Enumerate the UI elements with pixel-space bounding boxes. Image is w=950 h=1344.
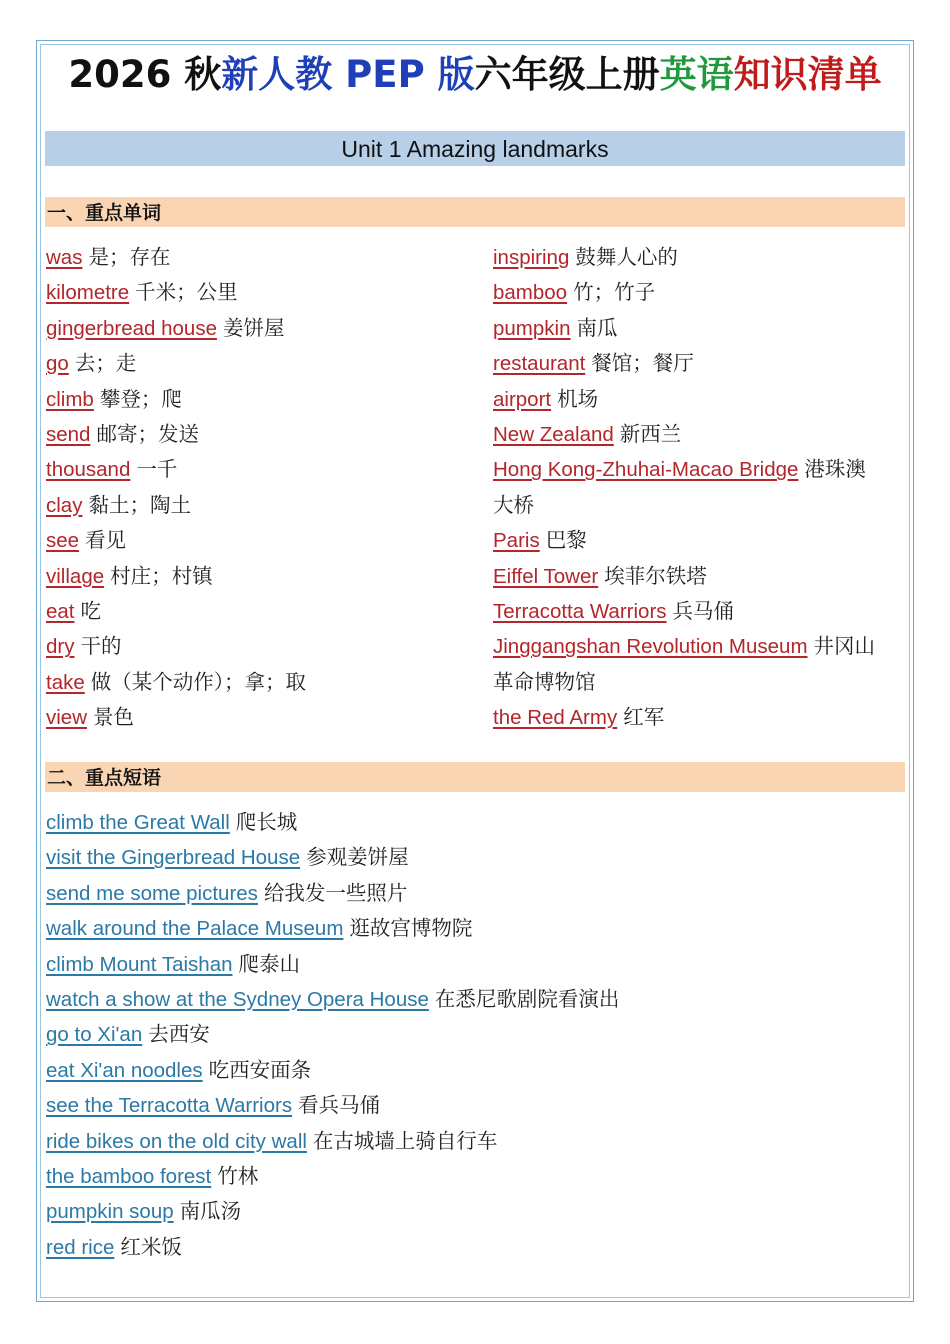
chinese-meaning: 邮寄；发送 [96, 422, 199, 446]
chinese-meaning: 黏土；陶土 [88, 492, 191, 517]
chinese-meaning: 红军 [623, 705, 665, 730]
chinese-meaning: 千米；公里 [135, 280, 238, 305]
phrase-item [46, 844, 409, 871]
english-term: climb [46, 387, 94, 411]
vocab-item [46, 527, 126, 554]
english-term: Jinggangshan Revolution Museum [493, 635, 808, 659]
chinese-meaning: 南瓜汤 [179, 1199, 242, 1224]
section-heading-words: 一、重点单词 [45, 197, 905, 227]
vocab-item [493, 456, 866, 483]
english-term: eat [46, 600, 75, 623]
english-term: clay [46, 493, 83, 517]
vocab-item [493, 598, 734, 625]
chinese-meaning: 爬泰山 [238, 951, 300, 976]
chinese-meaning: 兵马俑 [672, 599, 735, 623]
section-heading-phrases: 二、重点短语 [45, 762, 905, 792]
phrase-item [46, 1021, 210, 1048]
chinese-meaning: 巴黎 [545, 528, 587, 553]
vocab-item [46, 386, 182, 413]
english-term: go [46, 352, 69, 376]
english-term: was [46, 246, 83, 269]
chinese-meaning: 做（某个动作）；拿；取 [90, 669, 306, 694]
phrase-item [46, 1163, 258, 1190]
english-term: the Red Army [493, 706, 618, 730]
chinese-meaning: 看兵马俑 [298, 1093, 381, 1118]
title-part-4: 英语 [659, 53, 734, 96]
title-part-2: 新人教 PEP 版 [221, 53, 475, 96]
english-term: kilometre [46, 281, 130, 305]
phrase-item [46, 1234, 182, 1261]
english-term: gingerbread house [46, 316, 217, 340]
chinese-meaning: 竹；竹子 [573, 280, 656, 305]
vocab-item [493, 350, 694, 377]
chinese-meaning: 机场 [557, 386, 599, 411]
phrase-item [46, 1198, 241, 1225]
chinese-meaning: 红米饭 [120, 1234, 182, 1259]
english-term: send [46, 423, 91, 446]
vocab-item [46, 456, 177, 483]
english-term: go to Xi'an [46, 1023, 143, 1047]
english-term: inspiring [493, 246, 570, 269]
english-term: watch a show at the Sydney Opera House [46, 988, 429, 1011]
chinese-meaning: 去；走 [74, 351, 137, 376]
english-term: Paris [493, 529, 540, 553]
chinese-meaning: 去西安 [148, 1022, 210, 1047]
vocab-item [493, 633, 875, 660]
unit-title-bar: Unit 1 Amazing landmarks [45, 131, 905, 166]
chinese-meaning-continued: 大桥 [493, 492, 534, 517]
chinese-meaning: 村庄；村镇 [110, 563, 213, 588]
vocab-item [46, 633, 121, 660]
english-term: pumpkin soup [46, 1200, 174, 1224]
vocab-item [46, 350, 136, 377]
chinese-meaning-continued: 革命博物馆 [493, 669, 596, 694]
vocab-item [493, 421, 681, 448]
vocab-item [493, 527, 587, 554]
page-title [0, 50, 950, 100]
chinese-meaning: 餐馆；餐厅 [591, 351, 694, 376]
english-term: see [46, 529, 80, 553]
chinese-meaning: 景色 [93, 705, 135, 730]
english-term: view [46, 706, 88, 730]
english-term: Hong Kong-Zhuhai-Macao Bridge [493, 458, 799, 482]
english-term: red rice [46, 1235, 115, 1259]
phrase-item [46, 880, 407, 907]
vocab-item [493, 704, 664, 731]
english-term: send me some pictures [46, 881, 258, 905]
chinese-meaning: 埃菲尔铁塔 [604, 563, 707, 588]
vocab-item [46, 492, 191, 519]
vocab-item [493, 315, 618, 342]
chinese-meaning: 一千 [136, 457, 178, 482]
chinese-meaning: 南瓜 [576, 315, 618, 340]
english-term: airport [493, 387, 552, 411]
phrase-item [46, 951, 300, 978]
chinese-meaning: 看见 [85, 528, 127, 553]
chinese-meaning: 吃西安面条 [208, 1057, 312, 1082]
vocab-item [493, 279, 655, 306]
phrase-item [46, 1092, 380, 1119]
chinese-meaning: 竹林 [217, 1164, 259, 1188]
english-term: Eiffel Tower [493, 564, 599, 588]
english-term: Terracotta Warriors [493, 600, 667, 623]
vocab-item [46, 704, 134, 731]
title-part-5: 知识清单 [733, 53, 882, 96]
phrase-item [46, 1057, 311, 1084]
english-term: climb the Great Wall [46, 811, 230, 834]
chinese-meaning: 在古城墙上骑自行车 [312, 1128, 498, 1153]
vocab-item [46, 279, 238, 306]
chinese-meaning: 是；存在 [88, 245, 171, 269]
english-term: ride bikes on the old city wall [46, 1129, 307, 1153]
english-term: bamboo [493, 281, 568, 305]
english-term: climb Mount Taishan [46, 952, 233, 976]
vocab-item [493, 386, 598, 413]
chinese-meaning: 干的 [80, 634, 122, 659]
chinese-meaning: 吃 [80, 599, 101, 623]
phrase-item [46, 986, 619, 1013]
english-term: see the Terracotta Warriors [46, 1094, 293, 1118]
chinese-meaning: 鼓舞人心的 [575, 245, 678, 269]
english-term: dry [46, 635, 75, 659]
english-term: the bamboo forest [46, 1165, 212, 1188]
chinese-meaning: 给我发一些照片 [263, 880, 408, 905]
chinese-meaning: 新西兰 [619, 422, 682, 446]
english-term: village [46, 564, 105, 588]
vocab-item [46, 421, 199, 448]
english-term: walk around the Palace Museum [46, 917, 344, 941]
chinese-meaning: 参观姜饼屋 [306, 845, 409, 870]
chinese-meaning: 井冈山 [813, 634, 876, 659]
english-term: visit the Gingerbread House [46, 846, 301, 870]
vocab-item [493, 244, 678, 271]
chinese-meaning: 逛故宫博物院 [349, 916, 473, 941]
english-term: eat Xi'an noodles [46, 1058, 203, 1082]
vocab-item [46, 669, 306, 696]
phrase-item [46, 915, 472, 942]
chinese-meaning: 港珠澳 [804, 457, 866, 482]
vocab-item [493, 563, 707, 590]
chinese-meaning: 在悉尼歌剧院看演出 [434, 987, 620, 1011]
english-term: restaurant [493, 352, 586, 376]
vocab-item [46, 244, 170, 271]
title-part-1: 2026 秋 [68, 53, 222, 96]
phrase-item [46, 809, 297, 836]
title-part-3: 六年级上册 [474, 53, 660, 96]
phrase-item [46, 1128, 497, 1155]
english-term: New Zealand [493, 423, 614, 446]
vocab-item [46, 563, 213, 590]
chinese-meaning: 爬长城 [235, 810, 298, 834]
english-term: thousand [46, 458, 131, 482]
chinese-meaning: 姜饼屋 [222, 315, 285, 340]
english-term: pumpkin [493, 316, 571, 340]
english-term: take [46, 670, 85, 694]
vocab-item [46, 598, 101, 625]
chinese-meaning: 攀登；爬 [99, 386, 182, 411]
vocab-item [46, 315, 284, 342]
